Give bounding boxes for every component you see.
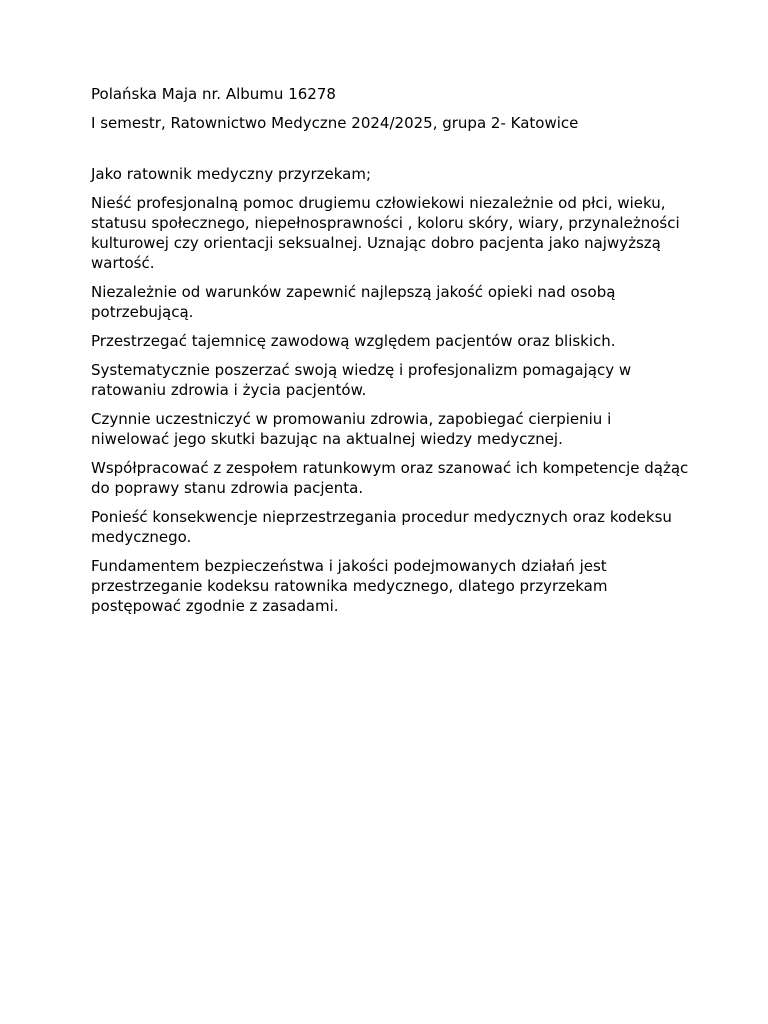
course-line: I semestr, Ratownictwo Medyczne 2024/2025, grupa 2- Katowice <box>91 114 579 132</box>
document-page <box>91 84 691 625</box>
oath-paragraph: Ponieść konsekwencje nieprzestrzegania procedur medycznych oraz kodeksu medycznego. <box>91 508 672 546</box>
oath-paragraph: Niezależnie od warunków zapewnić najlepszą jakość opieki nad osobą potrzebującą. <box>91 283 616 321</box>
document-header <box>91 84 691 133</box>
author-line: Polańska Maja nr. Albumu 16278 <box>91 85 336 103</box>
oath-paragraph: Nieść profesjonalną pomoc drugiemu człowiekowi niezależnie od płci, wieku, statusu społecznego, niepełnosprawności , koloru skóry, wiary, przynależności kulturowej czy orientacji seksualnej. Uznając dobro pacjenta jako najwyższą wartość. <box>91 194 680 272</box>
oath-paragraph: Fundamentem bezpieczeństwa i jakości podejmowanych działań jest przestrzeganie kodeksu ratownika medycznego, dlatego przyrzekam postępować zgodnie z zasadami. <box>91 557 608 615</box>
oath-intro: Jako ratownik medyczny przyrzekam; <box>91 165 372 183</box>
oath-paragraph: Systematycznie poszerzać swoją wiedzę i profesjonalizm pomagający w ratowaniu zdrowia i życia pacjentów. <box>91 361 632 399</box>
oath-paragraph: Przestrzegać tajemnicę zawodową względem pacjentów oraz bliskich. <box>91 332 616 350</box>
oath-body <box>91 164 691 616</box>
oath-paragraph: Współpracować z zespołem ratunkowym oraz szanować ich kompetencje dążąc do poprawy stanu zdrowia pacjenta. <box>91 459 689 497</box>
oath-paragraph: Czynnie uczestniczyć w promowaniu zdrowia, zapobiegać cierpieniu i niwelować jego skutki bazując na aktualnej wiedzy medycznej. <box>91 410 612 448</box>
